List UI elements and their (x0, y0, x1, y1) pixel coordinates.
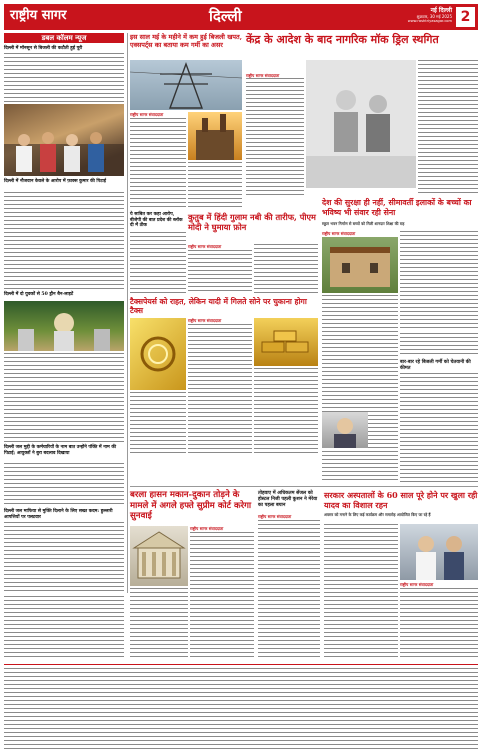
bottom-right-text-a (324, 524, 398, 660)
tax-text-a (188, 324, 252, 454)
gold-jewelry-graphic (130, 318, 186, 390)
supreme-court-photo (130, 526, 188, 586)
bottom-left-byline: राष्ट्रीय सागर संवाददाता (190, 526, 224, 531)
desh-text-c (400, 333, 478, 357)
kutub-byline: राष्ट्रीय सागर संवाददाता (188, 244, 222, 249)
left-story1-text (4, 53, 124, 103)
left-story1-headline: दिल्ली में मॉनसून से बिजली की कटौती हुई पूरी (4, 46, 83, 51)
left-story4-text (4, 463, 124, 507)
tax-text-c (254, 368, 318, 454)
bottom-left-headline: बरला हासन मकान-दुकान तोड़ने के मामले में अगले हफ्ते सुप्रीम कोर्ट करेगा सुनवाई (130, 490, 252, 522)
masthead (4, 4, 478, 30)
left-story4b-headline: दिल्ली जल माफिया से मुक्ति दिलाने के लिए सख्त कदम: हुल्लारी आपत्तियों पर पलटवार (4, 509, 113, 520)
section-label: डबल कॉलम न्यूज (4, 33, 124, 43)
left-story2-headline: दिल्ली में नौजवान केवले के आरोप में फ़ाक्स कुमार की पिटाई (4, 179, 106, 184)
footer-rule (4, 664, 478, 665)
power-tower-graphic (130, 60, 242, 110)
issue-date: शुक्रवार, 30 मई 2025 (416, 14, 452, 19)
bottom-mid-headline: तोहवाए में अधिकतम सेंजल को होस्टल निजी पहली कुशन ने मेरेवा का पहला बयान (258, 490, 318, 508)
supreme-court-graphic (130, 526, 188, 586)
desh-subhead: स्कूल भवन निर्माण से बच्चों को मिली शानदार शिक्षा की राह (322, 221, 405, 226)
bottom-left-text-a (190, 532, 254, 660)
tax-byline: राष्ट्रीय सागर संवाददाता (188, 318, 222, 323)
left-story3-headline: दिल्ली में दो युवकों से 50 ड्रौन बैन-लाइटें (4, 292, 74, 297)
top-right-headline: केंद्र के आदेश के बाद नागरिक मॉक ड्रिल स्थगित (246, 33, 439, 46)
hospital-event-graphic (400, 524, 478, 580)
kutub-headline: कुतुब में हिंदी गुलाम नबी की तारीफ, पीएम मोदी ने घुमाया फ़ोन (188, 212, 316, 232)
tax-headline: टैक्सपेयर्स को राहत, लेकिन यादी में गिलते सोने पर चुकाना होगा टैक्स (130, 297, 307, 316)
hospital-event-photo (400, 524, 478, 580)
website-link[interactable]: www.rashtriyasagar.com (407, 19, 452, 23)
tax-text-b (130, 392, 186, 454)
masthead-info (408, 7, 452, 24)
small-story-text (130, 232, 186, 294)
page-number: 2 (456, 7, 475, 27)
desh-byline: राष्ट्रीय सागर संवाददाता (322, 231, 356, 236)
desh-text-b (400, 231, 478, 331)
side-photo (322, 412, 368, 448)
newspaper-logo: राष्ट्रीय सागर (10, 8, 67, 23)
bottom-right-headline: सरकार अस्पतालों के 60 साल पूरे होने पर खुला रही यादव का विशाल रहन (324, 490, 478, 510)
desh-headline: देश की सुरक्षा ही नहीं, सीमावर्ती इलाकों के बच्चों का भविष्य भी संवार रही सेना (322, 198, 472, 217)
gold-photo (130, 318, 186, 390)
top-mid-text-b (188, 162, 242, 210)
mock-drill-photo (306, 60, 416, 188)
left-story2-text (4, 192, 124, 290)
bottom-right-byline: राष्ट्रीय सागर संवाददाता (400, 582, 434, 587)
power-plant-photo (188, 112, 242, 160)
top-mid-headline: इस साल मई के महीने में कम हुई बिजली खपत, एक्सपर्ट्स का बताया कम गर्मी का असर (130, 33, 242, 49)
side-headline: बार-बार रहे बिजली गर्मी को चेतवानी की कीमत (400, 359, 471, 371)
bottom-mid-byline: राष्ट्रीय सागर संवाददाता (258, 514, 292, 519)
bottom-right-subhead: अवसर को मनाने के लिए कई कार्यक्रम और समारोह आयोजित किए जा रहे हैं (324, 512, 431, 517)
edition-city: नई दिल्ली (430, 7, 452, 14)
side-text (400, 373, 478, 483)
kutub-text-a (188, 250, 252, 294)
left-story1-photo (4, 104, 124, 176)
column-rule (127, 33, 128, 593)
city-title: दिल्ली (209, 7, 242, 25)
bottom-right-text-b (400, 588, 478, 660)
gold-bars-photo (254, 318, 318, 366)
desh-text-a (322, 295, 398, 405)
section-rule (130, 486, 478, 487)
bottom-mid-text (258, 520, 320, 660)
top-mid-byline: राष्ट्रीय सागर संवाददाता (130, 112, 164, 117)
left-story4b-text (4, 522, 124, 592)
bottom-left-text-b (130, 588, 188, 660)
side-photo-graphic (322, 412, 368, 448)
crowd-photo-graphic (4, 104, 124, 176)
left-story4-headline: दिल्ली जल मुद्दी के कर्मचारियों के नाम बात उन्होंने पंक्ति में नाम की पिटाई; आयुक्तों ने बुरा बदलाव दिखाया (4, 445, 117, 456)
power-plant-graphic (188, 112, 242, 160)
gold-bars-graphic (254, 318, 318, 366)
footer-text (4, 668, 478, 750)
army-school-photo (322, 237, 398, 293)
power-tower-photo (130, 60, 242, 110)
drone-photo-graphic (4, 301, 124, 351)
top-mid-text-a (130, 118, 186, 210)
top-right-byline: राष्ट्रीय सागर संवाददाता (246, 73, 280, 78)
small-headline: ये साबित कर कहा आरोप, बीजेपी की बात प्रदेश की ब्लॉक दी में ठीक (130, 212, 183, 229)
left-story3-text (4, 353, 124, 443)
top-right-text-b (418, 60, 478, 194)
mock-drill-graphic (306, 60, 416, 188)
left-story3-photo (4, 301, 124, 351)
army-school-graphic (322, 237, 398, 293)
top-right-text-a (246, 78, 304, 196)
left-bottom-text (4, 596, 124, 660)
kutub-text-b (254, 244, 318, 294)
